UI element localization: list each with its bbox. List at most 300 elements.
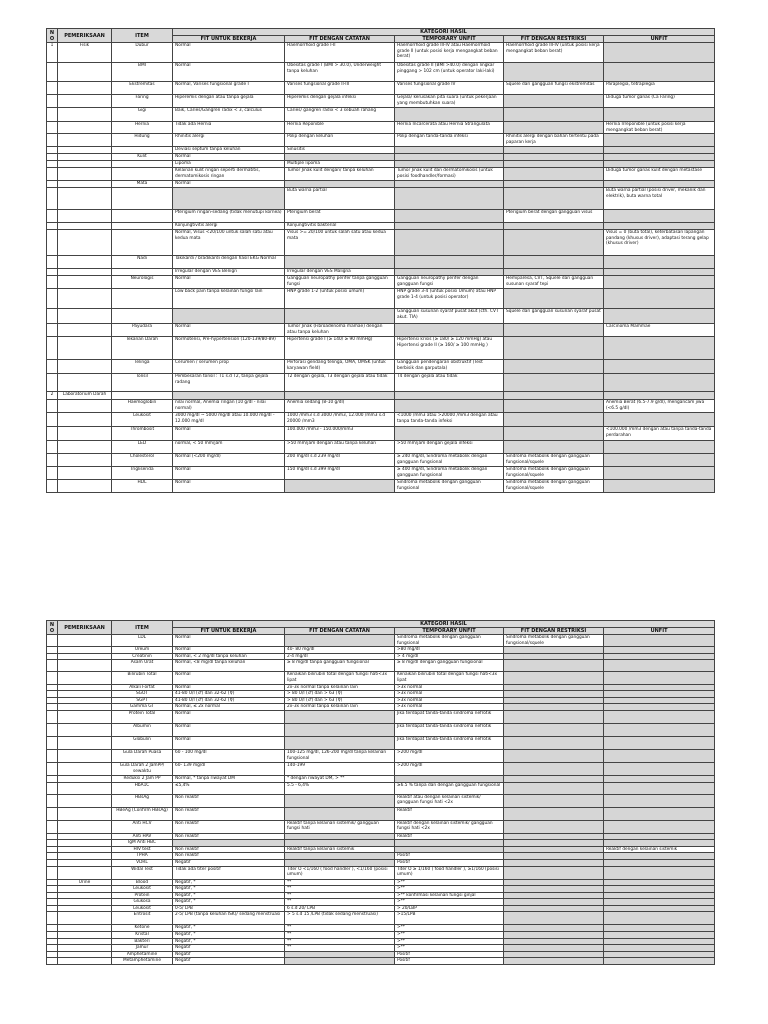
cell-item: Tekanan Darah (112, 337, 173, 360)
cell-temporary-unfit (395, 154, 504, 161)
cell-fit-catatan (285, 859, 395, 866)
cell-no (47, 154, 58, 161)
cell-temporary-unfit (395, 147, 504, 154)
cell-pemeriksaan (58, 938, 112, 945)
cell-fit-catatan (285, 833, 395, 840)
cell-unfit (604, 480, 715, 493)
cell-unfit: <100.000 /mm3 dengan atau tanpa tanda-tanda perdarahan (604, 427, 715, 441)
cell-pemeriksaan (58, 697, 112, 704)
cell-no (47, 794, 58, 807)
cell-no (47, 289, 58, 309)
cell-fit: 0-5/ LPB (173, 905, 285, 912)
cell-fit: Normal, * tanpa riwayat DM (173, 775, 285, 782)
cell-unfit (604, 374, 715, 392)
cell-fit-catatan: Anemia sedang (8-10 g/dl) (285, 400, 395, 413)
table-row (47, 938, 715, 945)
cell-fit: Negatif (173, 945, 285, 952)
cell-fit: Negatif (173, 958, 285, 965)
cell-no (47, 324, 58, 337)
cell-fit: ≤5,4% (173, 782, 285, 794)
cell-fit: Low back pain tanpa kelainan fungsi lain (173, 289, 285, 309)
cell-unfit: Diduga tumor ganas (Ca Faring) (604, 95, 715, 108)
cell-fit-restriksi (504, 749, 604, 762)
table-row (47, 108, 715, 122)
cell-item: Thrombosit (112, 427, 173, 441)
cell-no (47, 886, 58, 893)
cell-fit-catatan: ** (285, 945, 395, 952)
cell-pemeriksaan (58, 899, 112, 906)
cell-unfit (604, 820, 715, 833)
cell-no (47, 413, 58, 427)
cell-pemeriksaan (58, 653, 112, 660)
table-row (47, 672, 715, 684)
cell-temporary-unfit: >3x normal (395, 691, 504, 698)
cell-item: BMI (112, 63, 173, 82)
table-row (47, 846, 715, 853)
cell-item: Nadi (112, 256, 173, 269)
table-row (47, 775, 715, 782)
cell-temporary-unfit: ≥ 240 mg/dl, Sindroma metabolik dengan gangguan fungsional (395, 454, 504, 467)
table-row (47, 684, 715, 691)
cell-no (47, 108, 58, 122)
cell-item: Mata (112, 181, 173, 188)
table-row (47, 467, 715, 480)
cell-fit: Normal (173, 467, 285, 480)
cell-temporary-unfit: >80 mg/dl (395, 647, 504, 654)
cell-fit: Normal, ≤ 2x normal (173, 704, 285, 711)
cell-unfit (604, 840, 715, 847)
cell-unfit (604, 413, 715, 427)
cell-fit: Normal, <8 mg/dl tanpa keluhan (173, 660, 285, 672)
cell-unfit: Diduga tumor ganas kulit dengan metastase (604, 168, 715, 181)
cell-temporary-unfit: > 20/LBP (395, 905, 504, 912)
cell-fit-restriksi (504, 660, 604, 672)
cell-pemeriksaan (58, 210, 112, 223)
cell-pemeriksaan (58, 958, 112, 965)
cell-unfit (604, 833, 715, 840)
cell-fit: Takikardi / bradikardi dengan hasil EKG Normal (173, 256, 285, 269)
cell-fit-catatan: ≥ 8 mg/dl tanpa gangguan fungsional (285, 660, 395, 672)
cell-no: 2 (47, 392, 58, 400)
cell-temporary-unfit: Reaktif dengan kelainan sistemik/ gangguan fungsi hati <2x (395, 820, 504, 833)
cell-fit-restriksi: Squele dari gangguan fungsi ekstremitas (504, 82, 604, 95)
cell-fit: Normal (173, 672, 285, 684)
cell-temporary-unfit: >3x normal (395, 704, 504, 711)
cell-unfit (604, 794, 715, 807)
cell-no (47, 905, 58, 912)
cell-item: Eritrosit (112, 912, 173, 925)
cell-fit-restriksi (504, 147, 604, 154)
table-row (47, 309, 715, 324)
cell-fit-restriksi (504, 892, 604, 899)
cell-no (47, 762, 58, 775)
cell-fit-catatan: >50 mm/jam dengan atau tanpa keluhan (285, 441, 395, 454)
cell-pemeriksaan (58, 276, 112, 289)
cell-temporary-unfit (395, 324, 504, 337)
table-row (47, 723, 715, 736)
cell-fit: Normal (173, 63, 285, 82)
cell-no (47, 161, 58, 168)
cell-unfit (604, 309, 715, 324)
cell-no (47, 958, 58, 965)
cell-item: Kulit (112, 154, 173, 161)
cell-unfit (604, 697, 715, 704)
cell-no (47, 480, 58, 493)
cell-item: Globulin (112, 736, 173, 749)
cell-no (47, 672, 58, 684)
cell-fit-restriksi (504, 168, 604, 181)
cell-fit: Normal (173, 324, 285, 337)
cell-temporary-unfit: ≥6.5 % tanpa dan dengan gangguan fungsional (395, 782, 504, 794)
cell-unfit (604, 653, 715, 660)
cell-pemeriksaan (58, 454, 112, 467)
cell-no (47, 710, 58, 723)
cell-pemeriksaan (58, 794, 112, 807)
cell-pemeriksaan (58, 925, 112, 932)
cell-unfit (604, 945, 715, 952)
cell-fit: Irregular dengan VES Benign (173, 269, 285, 276)
cell-no (47, 181, 58, 188)
table-row (47, 82, 715, 95)
cell-pemeriksaan (58, 866, 112, 879)
cell-temporary-unfit (395, 230, 504, 256)
cell-fit: Tidak ada Hernia (173, 122, 285, 134)
table-row (47, 154, 715, 161)
cell-item (112, 309, 173, 324)
cell-fit: Non reaktif (173, 833, 285, 840)
cell-fit-restriksi (504, 63, 604, 82)
cell-temporary-unfit: >** (395, 899, 504, 906)
cell-item (112, 168, 173, 181)
cell-fit: Negatif, * (173, 879, 285, 886)
cell-fit-catatan: Multiple lipoma (285, 161, 395, 168)
table-row (47, 866, 715, 879)
cell-fit: Negatif (173, 859, 285, 866)
cell-temporary-unfit: Positif (395, 951, 504, 958)
cell-fit: Cerumen / serumen prop (173, 360, 285, 374)
cell-fit-restriksi (504, 833, 604, 840)
cell-unfit (604, 467, 715, 480)
cell-unfit (604, 454, 715, 467)
cell-pemeriksaan (58, 820, 112, 833)
cell-unfit: Hernia Irreponible (untuk posisi kerja mengangkat beban berat) (604, 122, 715, 134)
cell-unfit (604, 749, 715, 762)
cell-item: Leukosit (112, 905, 173, 912)
table-row (47, 807, 715, 820)
cell-temporary-unfit (395, 256, 504, 269)
cell-fit-restriksi (504, 853, 604, 860)
cell-fit: Negatif, * (173, 925, 285, 932)
cell-pemeriksaan (58, 269, 112, 276)
cell-item: Creatinin (112, 653, 173, 660)
cell-item: Bilirubin Total (112, 672, 173, 684)
cell-fit-catatan: Konjungtivitis bakterial (285, 223, 395, 230)
cell-fit-catatan: ** (285, 892, 395, 899)
cell-temporary-unfit: >** (395, 925, 504, 932)
table-row (47, 337, 715, 360)
cell-unfit (604, 899, 715, 906)
cell-item: Gula Darah Puasa (112, 749, 173, 762)
cell-item: Glukosa (112, 899, 173, 906)
cell-no (47, 938, 58, 945)
cell-unfit (604, 181, 715, 188)
cell-fit-catatan (285, 181, 395, 188)
cell-unfit (604, 256, 715, 269)
cell-pemeriksaan (58, 840, 112, 847)
cell-fit-restriksi (504, 223, 604, 230)
cell-fit-catatan (285, 853, 395, 860)
table-row (47, 932, 715, 939)
cell-temporary-unfit (395, 269, 504, 276)
cell-item: Widal Test (112, 866, 173, 879)
cell-no (47, 840, 58, 847)
cell-pemeriksaan (58, 691, 112, 698)
cell-temporary-unfit: > 4 mg/dl (395, 653, 504, 660)
cell-fit-catatan: > 5 s.d 15 /LPB (tidak sedang menstruasi) (285, 912, 395, 925)
cell-item: Payudara (112, 324, 173, 337)
cell-fit-catatan: 150 mg/dl s.d 399 mg/dl (285, 467, 395, 480)
cell-no (47, 879, 58, 886)
cell-unfit (604, 879, 715, 886)
cell-fit-restriksi (504, 122, 604, 134)
cell-no (47, 723, 58, 736)
cell-fit-restriksi (504, 672, 604, 684)
cell-fit-catatan (285, 723, 395, 736)
cell-fit-restriksi (504, 840, 604, 847)
table-row (47, 392, 715, 400)
table-row (47, 427, 715, 441)
cell-temporary-unfit: Varises fungsional grade IV (395, 82, 504, 95)
table-row (47, 660, 715, 672)
cell-item (112, 223, 173, 230)
cell-no (47, 775, 58, 782)
cell-pemeriksaan (58, 846, 112, 853)
cell-pemeriksaan (58, 168, 112, 181)
cell-unfit (604, 866, 715, 879)
cell-no: 1 (47, 43, 58, 63)
table-row (47, 886, 715, 893)
cell-unfit (604, 441, 715, 454)
cell-pemeriksaan (58, 95, 112, 108)
cell-pemeriksaan (58, 256, 112, 269)
cell-no (47, 134, 58, 147)
cell-temporary-unfit: Reaktif atau dengan kelainan sistemik/ gangguan fungsi hati <2x (395, 794, 504, 807)
cell-fit: Normal (173, 276, 285, 289)
cell-item: Alkali Forfat (112, 684, 173, 691)
cell-fit-restriksi: Hemiparesa, CVT, Squele dari gangguan susunan syaraf tepi (504, 276, 604, 289)
cell-no (47, 853, 58, 860)
cell-no (47, 269, 58, 276)
cell-item: HbA1C (112, 782, 173, 794)
header-pemeriksaan: PEMERIKSAAN (58, 621, 112, 635)
cell-item: Cholesterol (112, 454, 173, 467)
table-row (47, 691, 715, 698)
cell-fit (173, 392, 285, 400)
table-row (47, 840, 715, 847)
cell-temporary-unfit (395, 210, 504, 223)
header-kategori-hasil: KATEGORI HASIL (173, 29, 715, 36)
cell-fit-restriksi: Sindroma metabolik dengan gangguan fungsional/squele (504, 480, 604, 493)
cell-no (47, 846, 58, 853)
cell-pemeriksaan (58, 223, 112, 230)
cell-no (47, 63, 58, 82)
cell-temporary-unfit (395, 775, 504, 782)
cell-temporary-unfit: Gangguan susunan syaraf pusat akut (cth. CVT akut. TIA) (395, 309, 504, 324)
cell-fit: Normal (173, 480, 285, 493)
cell-no (47, 168, 58, 181)
cell-fit-restriksi: Pterigium berat dengan gangguan visus (504, 210, 604, 223)
cell-fit-catatan: 140-199 (285, 762, 395, 775)
cell-temporary-unfit: >3x normal (395, 697, 504, 704)
cell-fit-catatan: Hiperemis dengan gejala infeksi (285, 95, 395, 108)
cell-item: Haemoglobin (112, 400, 173, 413)
cell-fit: Pterigium ringan-sedang (tidak menutupi kornea) (173, 210, 285, 223)
cell-temporary-unfit: Gangguan pendengaran obstruktif (Test berbisik dan garputala) (395, 360, 504, 374)
cell-unfit (604, 360, 715, 374)
table-row (47, 951, 715, 958)
cell-fit-restriksi (504, 912, 604, 925)
cell-item: IgM Anti HBC (112, 840, 173, 847)
cell-pemeriksaan (58, 912, 112, 925)
cell-fit-restriksi (504, 794, 604, 807)
cell-fit (173, 309, 285, 324)
cell-no (47, 899, 58, 906)
cell-temporary-unfit: >** (395, 879, 504, 886)
cell-item: TPHA (112, 853, 173, 860)
cell-fit: Non reaktif (173, 853, 285, 860)
cell-temporary-unfit: >** (395, 932, 504, 939)
cell-fit-restriksi (504, 691, 604, 698)
cell-no (47, 223, 58, 230)
cell-fit-restriksi (504, 441, 604, 454)
cell-fit-restriksi (504, 413, 604, 427)
cell-fit: Non reaktif (173, 846, 285, 853)
header-fit-restriksi: FIT DENGAN RESTRIKSI (504, 628, 604, 635)
cell-fit-catatan: Pterigium berat (285, 210, 395, 223)
cell-temporary-unfit (395, 400, 504, 413)
cell-fit-catatan: Tumor Jinak (Fibroadenoma mamae) dengan atau tanpa keluhan (285, 324, 395, 337)
cell-fit-catatan (285, 958, 395, 965)
cell-pemeriksaan (58, 230, 112, 256)
cell-pemeriksaan (58, 467, 112, 480)
cell-no (47, 230, 58, 256)
cell-temporary-unfit: >3x normal (395, 684, 504, 691)
header-fit-catatan: FIT DENGAN CATATAN (285, 36, 395, 43)
cell-pemeriksaan (58, 672, 112, 684)
cell-no (47, 782, 58, 794)
cell-fit-catatan: Sinusitis (285, 147, 395, 154)
cell-item: Metamphetamine (112, 958, 173, 965)
cell-fit-restriksi (504, 684, 604, 691)
cell-item: Dubur (112, 43, 173, 63)
cell-item (112, 269, 173, 276)
table-row (47, 122, 715, 134)
header-unfit: UNFIT (604, 36, 715, 43)
cell-pemeriksaan (58, 181, 112, 188)
table-row (47, 945, 715, 952)
cell-no (47, 925, 58, 932)
cell-item: HDL (112, 480, 173, 493)
cell-unfit (604, 672, 715, 684)
table-row (47, 899, 715, 906)
cell-fit-catatan: ** (285, 886, 395, 893)
cell-pemeriksaan (58, 775, 112, 782)
cell-pemeriksaan (58, 134, 112, 147)
cell-temporary-unfit: >200 mg/dl (395, 749, 504, 762)
cell-fit-restriksi (504, 324, 604, 337)
cell-pemeriksaan: Fisik (58, 43, 112, 63)
cell-fit: 3000 mg/dl ~ 5000 mg/dl atau 10.000 mg/dl - 12.000 mg/dl (173, 413, 285, 427)
header-item: ITEM (112, 29, 173, 43)
cell-item: Gigi (112, 108, 173, 122)
cell-temporary-unfit (395, 181, 504, 188)
cell-fit-restriksi (504, 958, 604, 965)
cell-fit-catatan (285, 794, 395, 807)
cell-temporary-unfit: >15/LPB (395, 912, 504, 925)
cell-fit-catatan: 100.000 /mm3 - 150.000/mm3 (285, 427, 395, 441)
cell-pemeriksaan (58, 905, 112, 912)
cell-fit: Normal (<200 mg/dl) (173, 454, 285, 467)
cell-unfit (604, 223, 715, 230)
cell-unfit (604, 276, 715, 289)
cell-unfit: Visus = 0 (buta total), keterbatasan lapangan pandang (khusus driver), adaptasi terang gelap (khusus driver) (604, 230, 715, 256)
cell-fit-restriksi (504, 899, 604, 906)
cell-fit-restriksi (504, 400, 604, 413)
cell-fit-restriksi: Haemorrhoid grade III-IV (untuk posisi kerja mengangkat beban berat) (504, 43, 604, 63)
cell-no (47, 441, 58, 454)
cell-fit: Hiperemis dengan atau tanpa gejala (173, 95, 285, 108)
cell-fit-catatan (285, 154, 395, 161)
cell-fit-catatan: 2x-3x normal tanpa kelainan lain (285, 704, 395, 711)
cell-no (47, 833, 58, 840)
cell-pemeriksaan (58, 647, 112, 654)
cell-fit: normal, < 50 mm/jam (173, 441, 285, 454)
table-row (47, 95, 715, 108)
cell-unfit (604, 859, 715, 866)
cell-pemeriksaan (58, 400, 112, 413)
cell-unfit (604, 337, 715, 360)
table-row (47, 480, 715, 493)
cell-unfit: Carcinoma Mammae (604, 324, 715, 337)
cell-fit: Normal (173, 736, 285, 749)
cell-fit: Normal (173, 427, 285, 441)
cell-no (47, 820, 58, 833)
header-temporary-unfit: TEMPORARY UNFIT (395, 36, 504, 43)
table-row (47, 749, 715, 762)
header-fit: FIT UNTUK BEKERJA (173, 36, 285, 43)
cell-temporary-unfit (395, 840, 504, 847)
cell-fit-catatan: Reaktif tanpa kelainan sistemik (285, 846, 395, 853)
cell-no (47, 691, 58, 698)
cell-unfit: Paraplegia, tetraplegia (604, 82, 715, 95)
cell-fit-catatan: Hipertensi grade I (≥ 140/ ≥ 90 mmHg) (285, 337, 395, 360)
cell-pemeriksaan (58, 635, 112, 647)
table-row (47, 210, 715, 223)
cell-temporary-unfit (395, 392, 504, 400)
cell-unfit: Reaktif dengan kelainan sistemik (604, 846, 715, 853)
cell-fit-restriksi (504, 866, 604, 879)
cell-fit-catatan (285, 309, 395, 324)
cell-fit-catatan: Obesitas grade I (BMI > 30.0), Underweight tanpa keluhan (285, 63, 395, 82)
cell-item: Ekstremitas (112, 82, 173, 95)
cell-unfit (604, 807, 715, 820)
cell-unfit (604, 710, 715, 723)
table-row (47, 697, 715, 704)
table-row (47, 256, 715, 269)
cell-pemeriksaan (58, 886, 112, 893)
cell-no (47, 866, 58, 879)
cell-unfit (604, 782, 715, 794)
